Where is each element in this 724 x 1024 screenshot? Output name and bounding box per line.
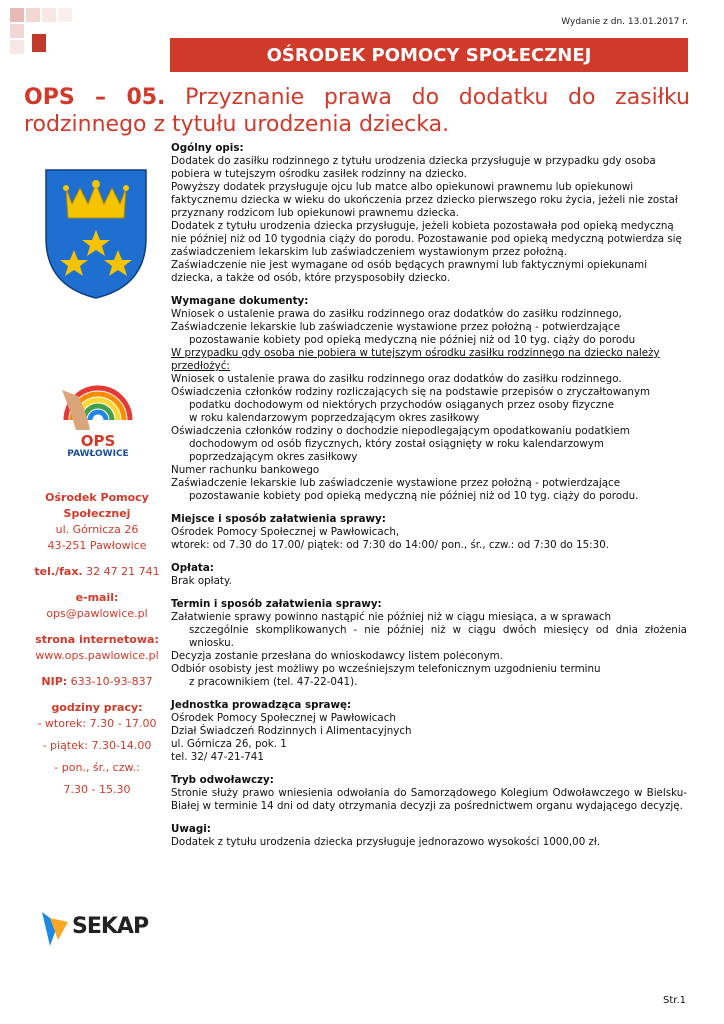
decor-square (26, 8, 40, 22)
document-item: Wniosek o ustalenie prawa do zasiłku rodzinnego oraz dodatków do zasiłku rodzinnego, (171, 308, 622, 320)
description-paragraph: Powyższy dodatek przysługuje ojcu lub matce albo opiekunowi prawnemu lub opiekunowi faktycznemu dziecka w wieku do ukończenia przez dziecko pierwszego roku życia, jeżeli nie został przyznany rodzicom lub opiekunowi prawnemu dziecka. (171, 181, 678, 219)
document-item: Zaświadczenie lekarskie lub zaświadczenie wystawione przez położną - potwierdzające (171, 477, 621, 489)
document-item: Numer rachunku bankowego (171, 464, 320, 476)
documents-condition: W przypadku gdy osoba nie pobiera w tutejszym ośrodku zasiłku rodzinnego na dziecko należy przedłożyć: (171, 347, 660, 372)
unit-line: ul. Górnicza 26, pok. 1 (171, 738, 287, 750)
unit-line: tel. 32/ 47-21-741 (171, 751, 264, 763)
unit-line: Ośrodek Pomocy Społecznej w Pawłowicach (171, 712, 396, 724)
hours-tuesday: - wtorek: 7.30 - 17.00 (37, 717, 157, 730)
section-heading-place: Miejsce i sposób załatwienia sprawy: (171, 513, 386, 525)
appeal-text: Stronie służy prawo wniesienia odwołania do Samorządowego Kolegium Odwoławczego w Bielsku-Białej w terminie 14 dni od daty otrzymania decyzji za pośrednictwem organu wydającego decyzję. (171, 787, 687, 812)
document-item-cont: pozostawanie kobiety pod opieką medyczną nie później niż od 10 tyg. ciąży do porodu (189, 334, 636, 346)
document-item-cont: poprzedzającym okres zasiłkowy (189, 451, 358, 463)
hours-label: godziny pracy: (51, 701, 143, 714)
ops-logo (56, 360, 140, 464)
sekap-mark-icon (40, 910, 70, 948)
nip-value: 633-10-93-837 (70, 675, 153, 688)
section-heading-description: Ogólny opis: (171, 142, 244, 154)
coat-of-arms-icon (44, 168, 148, 300)
ops-logo-sub: PAWŁOWICE (67, 449, 129, 459)
sidebar-contact (24, 490, 170, 798)
decor-square (32, 34, 46, 52)
document-item-cont: dochodowym od osób fizycznych, który został osiągnięty w roku kalendarzowym (189, 438, 604, 450)
place-line: Ośrodek Pomocy Społecznej w Pawłowicach, (171, 526, 400, 538)
tel-value: 32 47 21 741 (86, 565, 160, 578)
hours-mon-wed-thu: - pon., śr., czw.: (54, 761, 140, 774)
document-item: Wniosek o ustalenie prawa do zasiłku rodzinnego oraz dodatków do zasiłku rodzinnego. (171, 373, 622, 385)
description-paragraph: Dodatek z tytułu urodzenia dziecka przysługuje, jeżeli kobieta pozostawała pod opieką medyczną nie później niż od 10 tygodnia ciąży do porodu. Pozostawanie pod opieką medyczną potwierdza się zaświadczeniem lekarskim lub zaświadczeniem wystawionym przez położną. (171, 220, 682, 258)
title-text: Przyznanie prawa do dodatku do zasiłku rodzinnego z tytułu urodzenia dziecka. (24, 85, 691, 137)
section-heading-unit: Jednostka prowadząca sprawę: (171, 699, 352, 711)
decor-square (10, 24, 24, 38)
section-heading-fee: Opłata: (171, 562, 214, 574)
document-item-cont: pozostawanie kobiety pod opieką medyczną nie później niż od 10 tyg. ciąży do porodu. (189, 490, 639, 502)
deadline-line-cont: szczególnie skomplikowanych - nie później niż w ciągu dwóch miesięcy od dnia złożenia wniosku. (189, 624, 687, 649)
edition-date: Wydanie z dn. 13.01.2017 r. (561, 17, 688, 27)
unit-line: Dział Świadczeń Rodzinnych i Alimentacyjnych (171, 725, 412, 737)
www-label: strona internetowa: (35, 633, 159, 646)
hours-friday: - piątek: 7.30-14.00 (42, 739, 152, 752)
document-item: Zaświadczenie lekarskie lub zaświadczenie wystawione przez położną - potwierdzające (171, 321, 621, 333)
header-banner: OŚRODEK POMOCY SPOŁECZNEJ (170, 38, 688, 72)
deadline-line: Załatwienie sprawy powinno nastąpić nie później niż w ciągu miesiąca, a w sprawach (171, 611, 612, 623)
email-label: e-mail: (75, 591, 119, 604)
fee-text: Brak opłaty. (171, 575, 232, 587)
section-heading-appeal: Tryb odwoławczy: (171, 774, 274, 786)
main-content (171, 142, 687, 849)
hours-mon-wed-thu-time: 7.30 - 15.30 (63, 783, 131, 796)
decor-square (10, 40, 24, 54)
sidebar-org-1: Ośrodek Pomocy (45, 491, 149, 504)
sekap-logo-text: SEKAP (72, 914, 149, 939)
deadline-line-cont: z pracownikiem (tel. 47-22-041). (189, 676, 358, 688)
www-link[interactable]: www.ops.pawlowice.pl (35, 649, 159, 662)
nip-label: NIP: (41, 675, 68, 688)
section-heading-documents: Wymagane dokumenty: (171, 295, 309, 307)
page-title (24, 84, 690, 138)
page-number: Str.1 (662, 995, 686, 1006)
sidebar-org-2: Społecznej (63, 507, 131, 520)
sidebar-city: 43-251 Pawłowice (47, 539, 147, 552)
decor-square (42, 8, 56, 22)
ops-logo-name: OPS (80, 432, 116, 450)
title-code: OPS – 05. (24, 85, 166, 110)
notes-text: Dodatek z tytułu urodzenia dziecka przysługuje jednorazowo wysokości 1000,00 zł. (171, 836, 601, 848)
tel-label: tel./fax. (34, 565, 83, 578)
place-line: wtorek: od 7.30 do 17.00/ piątek: od 7:30 do 14:00/ pon., śr., czw.: od 7:30 do 15:30. (171, 539, 610, 551)
sekap-logo (40, 910, 160, 950)
description-paragraph: Dodatek do zasiłku rodzinnego z tytułu urodzenia dziecka przysługuje w przypadku gdy osoba pobiera w tutejszym ośrodku zasiłek rodzinny na dziecko. (171, 155, 656, 180)
deadline-line: Decyzja zostanie przesłana do wnioskodawcy listem poleconym. (171, 650, 503, 662)
email-link[interactable]: ops@pawlowice.pl (46, 607, 148, 620)
decor-square (10, 8, 24, 22)
decor-square (58, 8, 72, 22)
section-heading-deadline: Termin i sposób załatwienia sprawy: (171, 598, 382, 610)
description-paragraph: Zaświadczenie nie jest wymagane od osób będących prawnymi lub faktycznymi opiekunami dziecka, a także od osób, które przysposobiły dziecko. (171, 259, 648, 284)
document-item-cont: w roku kalendarzowym poprzedzającym okres zasiłkowy (189, 412, 480, 424)
document-item: Oświadczenia członków rodziny o dochodzie niepodlegającym opodatkowaniu podatkiem (171, 425, 630, 437)
rainbow-hands-icon (56, 360, 140, 430)
document-item-cont: podatku dochodowym od niektórych przychodów osiąganych przez osoby fizyczne (189, 399, 615, 411)
sidebar-street: ul. Górnicza 26 (55, 523, 139, 536)
section-heading-notes: Uwagi: (171, 823, 211, 835)
document-item: Oświadczenia członków rodziny rozliczających się na podstawie przepisów o zryczałtowanym (171, 386, 651, 398)
deadline-line: Odbiór osobisty jest możliwy po wcześniejszym telefonicznym uzgodnieniu terminu (171, 663, 601, 675)
